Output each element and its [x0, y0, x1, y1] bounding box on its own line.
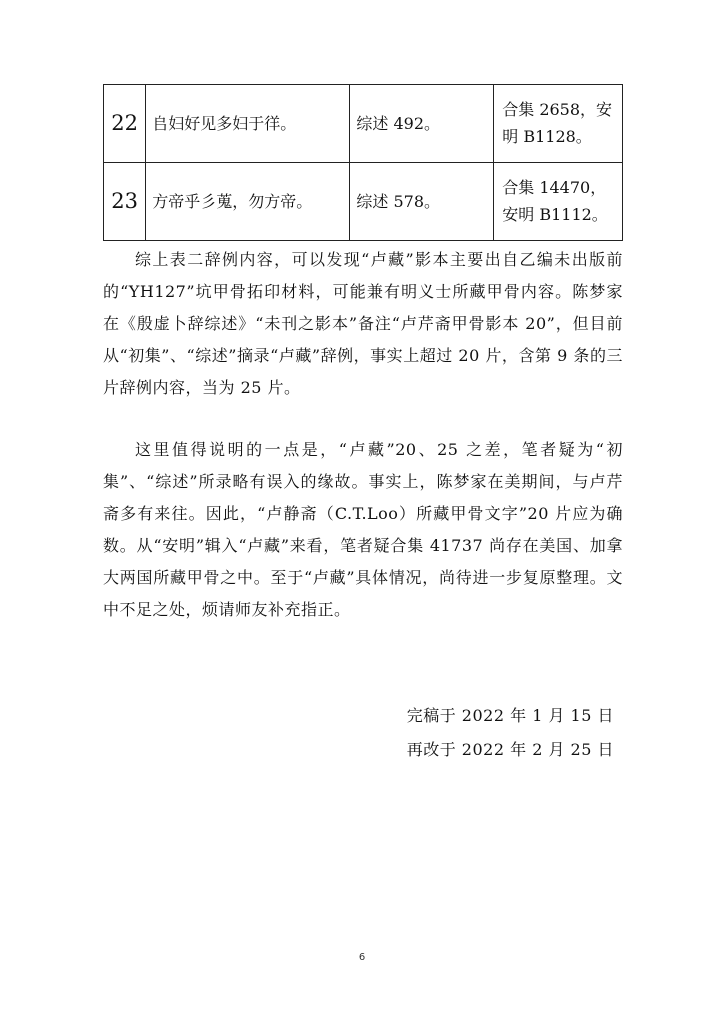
table-row — [104, 163, 623, 241]
reference-citation: 合集 2658，安明 B1128。 — [494, 85, 623, 163]
row-number: 23 — [104, 163, 146, 241]
revision-date: 再改于 2022 年 2 月 25 日 — [406, 740, 614, 759]
row-number: 22 — [104, 85, 146, 163]
reference-citation: 合集 14470，安明 B1112。 — [494, 163, 623, 241]
page-number: 6 — [358, 952, 366, 963]
table-row — [104, 85, 623, 163]
inscription-text: 方帝乎彡蒐，勿方帝。 — [146, 163, 350, 241]
inscription-table — [103, 84, 623, 241]
body-paragraph: 综上表二辞例内容，可以发现“卢藏”影本主要出自乙编未出版前的“YH127”坑甲骨拓印材料，可能兼有明义士所藏甲骨内容。陈梦家在《殷虚卜辞综述》“未刊之影本”备注“卢芹斋甲骨影本 20”，但目前从“初集”、“综述”摘录“卢藏”辞例，事实上超过 20 片，含第 9 条的三片辞例内容，当为 25 片。 — [103, 250, 623, 397]
completion-date: 完稿于 2022 年 1 月 15 日 — [406, 706, 614, 725]
source-citation: 综述 492。 — [350, 85, 494, 163]
inscription-text: 𠂤妇好见多妇于徉。 — [146, 85, 350, 163]
body-paragraph: 这里值得说明的一点是，“卢藏”20、25 之差，笔者疑为“初集”、“综述”所录略有误入的缘故。事实上，陈梦家在美期间，与卢芹斋多有来往。因此，“卢静斋（C.T.Loo）所藏甲骨文字”20 片应为确数。从“安明”辑入“卢藏”来看，笔者疑合集 41737 尚存在美国、加拿大两国所藏甲骨之中。至于“卢藏”具体情况，尚待进一步复原整理。文中不足之处，烦请师友补充指正。 — [103, 440, 623, 619]
source-citation: 综述 578。 — [350, 163, 494, 241]
